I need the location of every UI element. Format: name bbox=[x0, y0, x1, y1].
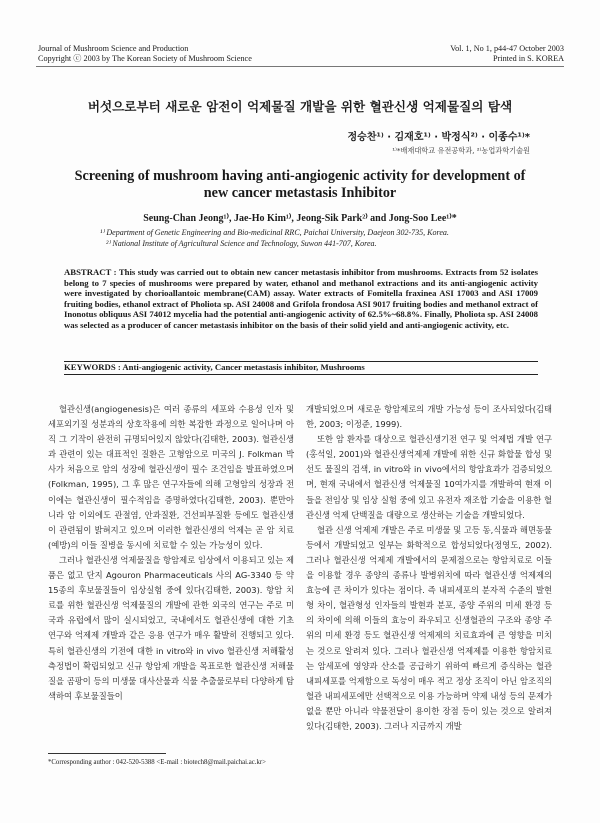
affiliation-english-1: ¹⁾ Department of Genetic Engineering and Bio-medicinal RRC, Paichai University, Daejeon 302-735, Korea. bbox=[100, 228, 449, 237]
keywords-text: Anti-angiogenic activity, Cancer metastasis inhibitor, Mushrooms bbox=[120, 362, 365, 372]
paragraph: 그러나 혈관신생 억제물질을 항암제로 임상에서 이용되고 있는 제품은 없고 단지 Agouron Pharmaceuticals 사의 AG-3340 등 약 15종의 후보물질들이 임상실험 중에 있다(김태한, 2003). 항암 치료를 위한 혈관신생 억제물질의 개발에 관한 외국의 연구는 주로 미국과 유럽에서 많이 실시되었고, 국내에서도 혈관신생에 대한 기초 연구와 억제제 개발과 같은 응용 연구가 매우 활발히 진행되고 있다. 특히 혈관신생의 기전에 대한 in vitro와 in vivo 혈관신생 저해활성 측정법이 확립되었고 신규 항암제 개발을 목표로한 혈관신생 저해물질을 곰팡이 등의 미생물 대사산물과 식물 추출물로부터 다양하게 탐색하여 후보물질들이 bbox=[48, 554, 294, 701]
volume-info: Vol. 1, No 1, p44-47 October 2003 bbox=[450, 44, 564, 53]
title-korean: 버섯으로부터 새로운 암전이 억제물질 개발을 위한 혈관신생 억제물질의 탐색 bbox=[87, 99, 513, 114]
running-header-right bbox=[450, 44, 564, 64]
affiliation-korean: ¹⁾*배재대학교 유전공학과, ²⁾농업과학기술원 bbox=[392, 146, 530, 155]
paragraph: 개발되었으며 새로운 항암제로의 개발 가능성 등이 조사되었다(김태한, 2003; 이정준, 1999). bbox=[306, 404, 552, 430]
affiliation-english bbox=[100, 228, 449, 249]
abstract bbox=[64, 267, 538, 331]
corresponding-author-footnote: *Corresponding author : 042-520-5388 <E-mail : biotech8@mail.paichai.ac.kr> bbox=[48, 759, 266, 766]
body-column-right bbox=[306, 402, 552, 734]
title-english bbox=[0, 168, 600, 201]
title-english-line-2: new cancer metastasis Inhibitor bbox=[203, 184, 397, 201]
keywords-bottom-rule bbox=[64, 374, 538, 375]
header-rule bbox=[36, 66, 564, 67]
body-column-left bbox=[48, 402, 294, 704]
affiliation-english-2: ²⁾ National Institute of Agricultural Science and Technology, Suwon 441-707, Korea. bbox=[106, 238, 377, 248]
abstract-label: ABSTRACT : bbox=[64, 267, 117, 277]
abstract-text: This study was carried out to obtain new cancer metastasis inhibitor from mushrooms. Extracts from 52 isolates belong to 7 species of mushrooms were prepared by water, ethanol and methanol extractions and its anti-angiogenic activity were investigated by chorioallantoic membrane(CAM) assay. Water extracts of Fomitella fraxinea ASI 17003 and ASI 17009 fruiting bodies, ethanol extract of Pholiota sp. ASI 24008 and Grifola frondosa ASI 9017 fruiting bodies and methanol extract of Inonotus obliquus ASI 74012 mycelia had the potential anti-angiogenic activity of 62.5%~68.8%. Finally, Pholiota sp. ASI 24008 was selected as a producer of cancer metastasis inhibitor on the basis of their solid yield and anti-angiogenic activity, etc. bbox=[64, 267, 538, 330]
copyright-line: Copyright ⓒ 2003 by The Korean Society of Mushroom Science bbox=[38, 54, 252, 63]
paragraph: 혈관신생(angiogenesis)은 여러 종류의 세포와 수용성 인자 및 세포외기질 성분과의 상호작용에 의한 복잡한 과정으로 일어나며 아직 그 기작이 완전히 규명되어있지 않았다(김태한, 2003). 혈관신생과 관련이 있는 대표적인 질환은 고형암으로 미국의 J. Folkman 박사가 처음으로 암의 성장에 혈관신생이 필수 조건임을 발표하였으며(Folkman, 1995), 그 후 많은 연구자들에 의해 고형암의 성장과 전이에는 혈관신생이 필수적임을 증명하였다(김태한, 2003). 뿐만아니라 암 이외에도 관절염, 안과질환, 건선피부질환 등에도 혈관신생이 관련됨이 밝혀지고 있으며 이러한 혈관신생의 억제는 곧 암 치료(예방)의 이들 질병을 동시에 치료할 수 있는 가능성이 있다. bbox=[48, 404, 294, 550]
authors-korean: 정승찬¹⁾ · 김재호¹⁾ · 박정식²⁾ · 이종수¹⁾* bbox=[347, 132, 530, 143]
paragraph: 또한 암 환자를 대상으로 혈관신생기전 연구 및 억제법 개발 연구(홍석일, 2001)와 혈관신생억제제 개발에 위한 신규 화합물 합성 및 선도 물질의 검색, in vitro와 in vivo에서의 항암효과가 검증되었으며, 현재 국내에서 혈관신생 억제물질 10여가지를 개발하여 현재 이들을 전임상 및 임상 실험 중에 있고 유전자 재조합 기술을 이용한 혈관신생 억제 단백질을 대량으로 생산하는 기술을 개발되었다. bbox=[306, 434, 552, 520]
printed-in: Printed in S. KOREA bbox=[493, 54, 564, 63]
paragraph: 혈관 신생 억제제 개발은 주로 미생물 및 고등 동,식물과 해면동물 등에서 개발되었고 일부는 화학적으로 합성되었다(정영도, 2002). 그러나 혈관신생 억제제 개발에서의 문제점으로는 항암치료로 이들을 이용할 경우 종양의 종류나 발병위치에 따라 혈관신생 억제제의 효능에 큰 차이가 있다는 점이다. 즉 내피세포의 분자적 수준의 발현형 차이, 혈관형성 인자들의 발현과 분포, 종양 주위의 미세 환경 등의 차이에 의해 이들의 효능이 좌우되고 신생혈관의 구조와 종양 주위의 미세 환경 등도 혈관신생 억제제의 치료효과에 큰 영향을 미치는 것으로 알려져 있다. 그러나 혈관신생 억제제를 이용한 항암치료는 암세포에 영양과 산소를 공급하기 위하여 빠르게 증식하는 혈관 내피세포를 억제함으로 독성이 매우 적고 정상 조직이 아닌 암조직의 혈관 내피세포에만 선택적으로 이용 가능하며 약제 내성 등의 문제가 없을 뿐만 아니라 약물전달이 용이한 장점 등이 있는 것으로 알려져 있다(김태한, 2003). 그러나 지금까지 개발 bbox=[306, 524, 552, 731]
running-header-left bbox=[38, 44, 252, 64]
keywords bbox=[64, 362, 365, 372]
footnote-rule bbox=[48, 753, 166, 754]
title-english-line-1: Screening of mushroom having anti-angiogenic activity for development of bbox=[74, 168, 526, 184]
journal-name: Journal of Mushroom Science and Production bbox=[38, 44, 189, 53]
keywords-label: KEYWORDS : bbox=[64, 362, 121, 372]
authors-english: Seung-Chan Jeong¹⁾, Jae-Ho Kim¹⁾, Jeong-Sik Park²⁾ and Jong-Soo Lee¹⁾* bbox=[143, 213, 457, 224]
